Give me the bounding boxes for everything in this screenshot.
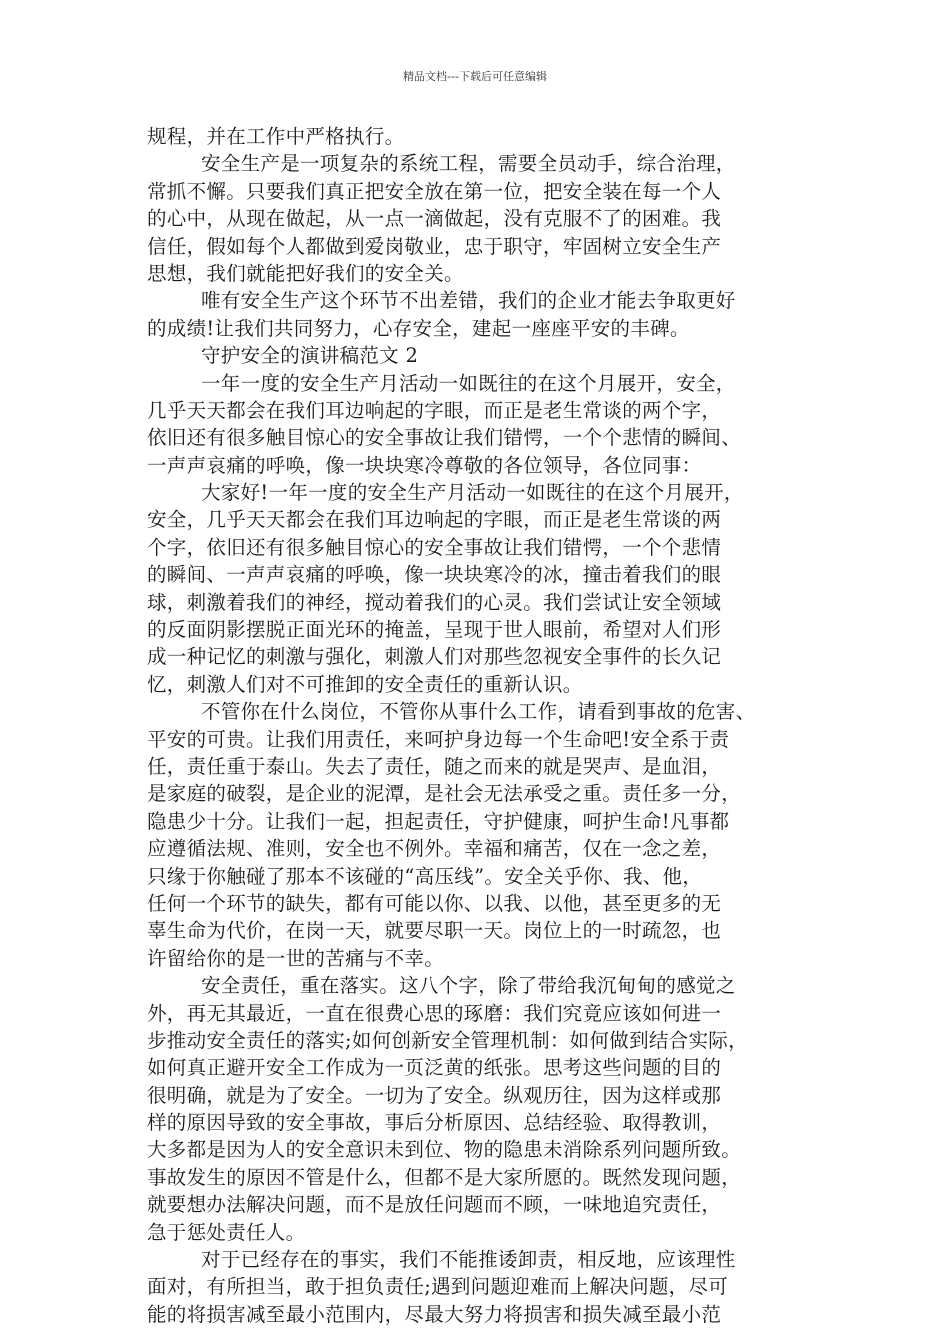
text-line: 任何一个环节的缺失，都有可能以你、以我、以他，甚至更多的无 [147, 891, 722, 915]
text-line: 隐患少十分。让我们一起，担起责任，守护健康，呵护生命!凡事都 [147, 809, 730, 833]
document-body [147, 123, 807, 1328]
text-line: 忆，刺激人们对不可推卸的安全责任的重新认识。 [147, 672, 583, 696]
text-line: 几乎天天都会在我们耳边响起的字眼，而正是老生常谈的两个字， [147, 398, 722, 422]
text-line: 很明确，就是为了安全。一切为了安全。纵观历往，因为这样或那 [147, 1083, 722, 1107]
text-line: 能的将损害减至最小范围内，尽最大努力将损害和损失减至最小范 [147, 1302, 722, 1326]
text-line: 样的原因导致的安全事故，事后分析原因、总结经验、取得教训， [147, 1111, 722, 1135]
text-line: 依旧还有很多触目惊心的安全事故让我们错愕，一个个悲情的瞬间、 [147, 426, 742, 450]
text-line: 大家好!一年一度的安全生产月活动一如既往的在这个月展开， [201, 481, 744, 505]
text-line: 面对，有所担当，敢于担负责任;遇到问题迎难而上解决问题，尽可 [147, 1275, 729, 1299]
text-line: 的瞬间、一声声哀痛的呼唤，像一块块寒冷的冰，撞击着我们的眼 [147, 563, 722, 587]
text-line: 安全责任，重在落实。这八个字，除了带给我沉甸甸的感觉之 [201, 974, 736, 998]
text-line: 成一种记忆的刺激与强化，刺激人们对那些忽视安全事件的长久记 [147, 645, 722, 669]
text-line: 对于已经存在的事实，我们不能推诿卸责，相反地，应该理性 [201, 1248, 736, 1272]
text-line: 的心中，从现在做起，从一点一滴做起，没有克服不了的困难。我 [147, 207, 722, 231]
text-line: 的反面阴影摆脱正面光环的掩盖，呈现于世人眼前，希望对人们形 [147, 618, 722, 642]
text-line: 应遵循法规、准则，安全也不例外。幸福和痛苦，仅在一念之差， [147, 837, 722, 861]
text-line: 安全生产是一项复杂的系统工程，需要全员动手，综合治理， [201, 152, 736, 176]
text-line: 如何真正避开安全工作成为一页泛黄的纸张。思考这些问题的目的 [147, 1056, 722, 1080]
text-line: 就要想办法解决问题，而不是放任问题而不顾，一味地追究责任， [147, 1193, 722, 1217]
text-line: 安全，几乎天天都会在我们耳边响起的字眼，而正是老生常谈的两 [147, 508, 722, 532]
text-line: 常抓不懈。只要我们真正把安全放在第一位，把安全装在每一个人 [147, 179, 722, 203]
text-line: 许留给你的是一世的苦痛与不幸。 [147, 946, 445, 970]
text-line: 不管你在什么岗位，不管你从事什么工作，请看到事故的危害、 [201, 700, 756, 724]
text-line: 辜生命为代价，在岗一天，就要尽职一天。岗位上的一时疏忽，也 [147, 919, 722, 943]
text-line: 一声声哀痛的呼唤，像一块块寒冷尊敬的各位领导，各位同事： [147, 453, 702, 477]
text-line: 平安的可贵。让我们用责任，来呵护身边每一个生命吧!安全系于责 [147, 727, 730, 751]
text-line: 任，责任重于泰山。失去了责任，随之而来的就是哭声、是血泪， [147, 754, 722, 778]
text-line: 规程，并在工作中严格执行。 [147, 125, 405, 148]
text-line: 个字，依旧还有很多触目惊心的安全事故让我们错愕，一个个悲情 [147, 535, 722, 559]
text-line: 的成绩!让我们共同努力，心存安全，建起一座座平安的丰碑。 [147, 316, 690, 340]
page-header: 精品文档---下载后可任意编辑 [403, 70, 547, 83]
text-line: 唯有安全生产这个环节不出差错，我们的企业才能去争取更好 [201, 289, 736, 313]
text-line: 步推动安全责任的落实;如何创新安全管理机制：如何做到结合实际， [147, 1028, 748, 1052]
text-line: 大多都是因为人的安全意识未到位、物的隐患未消除系列问题所致。 [147, 1138, 742, 1162]
text-line: 球，刺激着我们的神经，搅动着我们的心灵。我们尝试让安全领域 [147, 590, 722, 614]
text-line: 思想，我们就能把好我们的安全关。 [147, 261, 464, 285]
text-line: 信任，假如每个人都做到爱岗敬业，忠于职守，牢固树立安全生产 [147, 234, 722, 258]
text-line: 事故发生的原因不管是什么，但都不是大家所愿的。既然发现问题， [147, 1165, 742, 1189]
text-line: 守护安全的演讲稿范文 2 [201, 344, 419, 368]
text-line: 只缘于你触碰了那本不该碰的“高压线”。安全关乎你、我、他， [147, 864, 703, 888]
text-line: 外，再无其最近，一直在很费心思的琢磨：我们究竟应该如何进一 [147, 1001, 722, 1025]
text-line: 急于惩处责任人。 [147, 1220, 306, 1244]
text-line: 一年一度的安全生产月活动一如既往的在这个月展开，安全， [201, 371, 736, 395]
text-line: 是家庭的破裂，是企业的泥潭，是社会无法承受之重。责任多一分， [147, 782, 742, 806]
